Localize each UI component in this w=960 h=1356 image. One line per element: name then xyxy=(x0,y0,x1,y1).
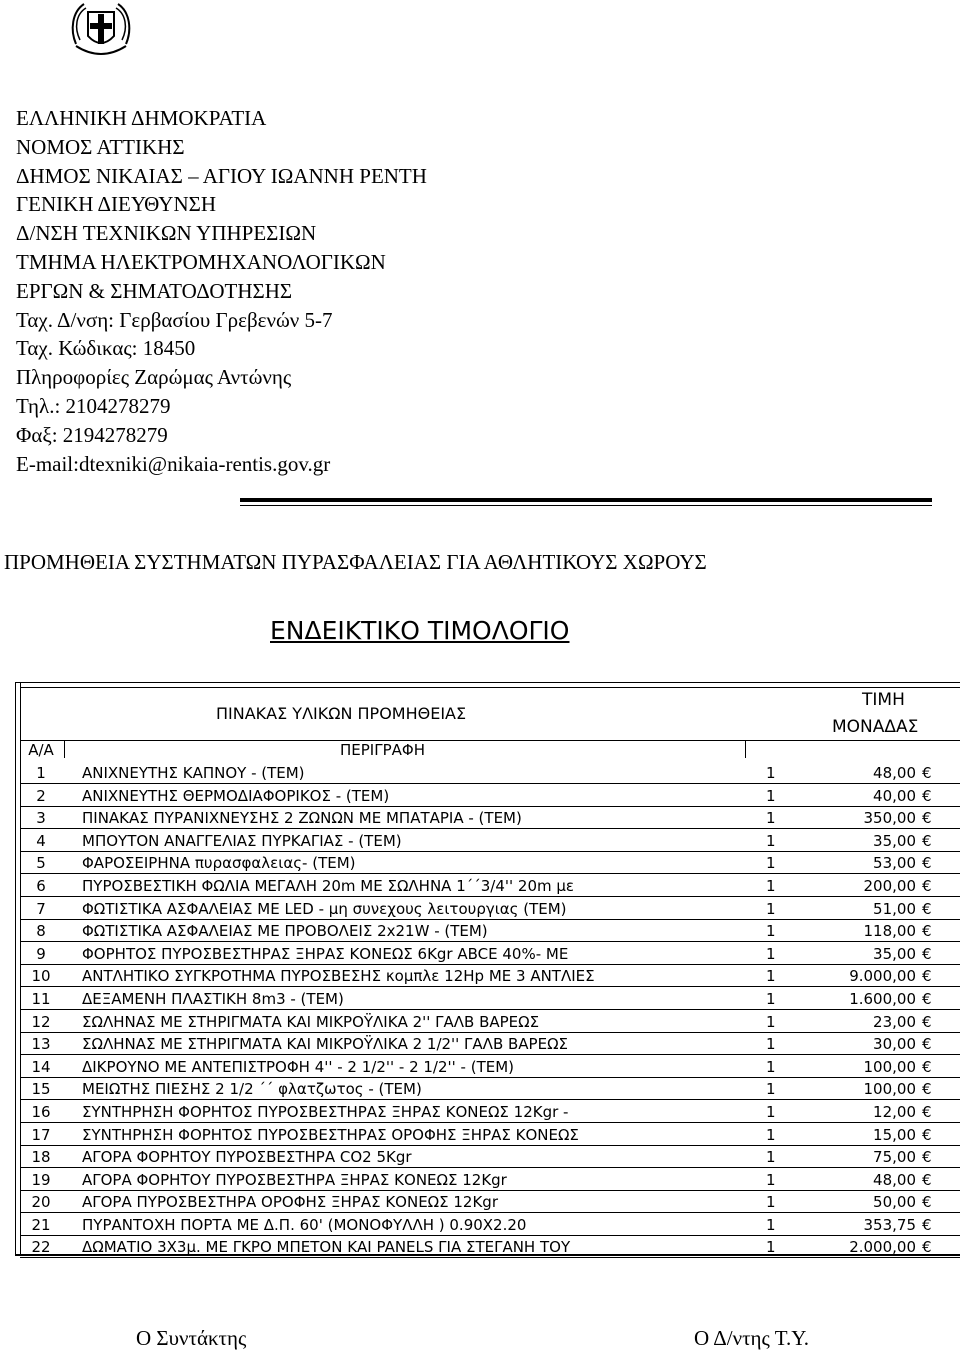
table-row xyxy=(20,1126,960,1149)
row-price: 40,00 xyxy=(873,786,916,805)
row-number: 17 xyxy=(31,1125,51,1144)
row-description xyxy=(82,1171,507,1189)
table-row xyxy=(20,1103,960,1126)
euro-sign: € xyxy=(922,989,932,1008)
table-row xyxy=(20,809,960,832)
header-line: ΓΕΝΙΚΗ ΔΙΕΥΘΥΝΣΗ xyxy=(16,192,217,217)
price-column-header: ΜΟΝΑΔΑΣ xyxy=(832,717,919,737)
row-price: 12,00 xyxy=(873,1102,916,1121)
table-row xyxy=(20,1058,960,1081)
row-description-text: ΦΩΤΙΣΤΙΚΑ ΑΣΦΑΛΕΙΑΣ ΜΕ LED - μη συνεχους λειτουργιας (ΤΕΜ) xyxy=(82,899,567,918)
row-number: 11 xyxy=(31,989,51,1008)
row-description-text: ΑΓΟΡΑ ΠΥΡΟΣΒΕΣΤΗΡΑ ΟΡΟΦΗΣ ΞΗΡΑΣ ΚΟΝΕΩΣ 12Kgr xyxy=(82,1193,498,1212)
row-quantity: 1 xyxy=(766,989,776,1008)
euro-sign: € xyxy=(922,764,932,782)
table-row xyxy=(20,877,960,900)
euro-sign: € xyxy=(922,944,932,963)
row-number: 13 xyxy=(31,1035,51,1054)
row-price: 48,00 xyxy=(873,1170,916,1189)
euro-sign: € xyxy=(922,1080,932,1099)
row-description xyxy=(82,990,344,1008)
table-border-top xyxy=(15,682,960,683)
row-description xyxy=(82,1035,568,1053)
euro-sign: € xyxy=(922,1057,932,1076)
issuer-header xyxy=(16,104,616,478)
row-quantity: 1 xyxy=(766,809,776,828)
header-line: ΝΟΜΟΣ ΑΤΤΙΚΗΣ xyxy=(16,134,185,159)
column-header-aa: Α/Α xyxy=(28,741,54,759)
row-description-text: ΦΩΤΙΣΤΙΚΑ ΑΣΦΑΛΕΙΑΣ ΜΕ ΠΡΟΒΟΛΕΙΣ 2x21W - (ΤΕΜ) xyxy=(82,922,488,941)
table-row xyxy=(20,945,960,968)
row-description-text: ΠΥΡΟΣΒΕΣΤΙΚΗ ΦΩΛΙΑ ΜΕΓΑΛΗ 20m ΜΕ ΣΩΛΗΝΑ 1΄΄3/4'' 20m με xyxy=(82,876,575,895)
euro-sign: € xyxy=(922,1102,932,1121)
row-number: 12 xyxy=(31,1012,51,1031)
row-description-text: ΣΥΝΤΗΡΗΣΗ ΦΟΡΗΤΟΣ ΠΥΡΟΣΒΕΣΤΗΡΑΣ ΞΗΡΑΣ ΚΟΝΕΩΣ 12Kgr - xyxy=(82,1102,569,1121)
euro-sign: € xyxy=(922,967,932,986)
euro-sign: € xyxy=(922,786,932,805)
row-number: 8 xyxy=(36,922,46,941)
row-description-text: ΣΥΝΤΗΡΗΣΗ ΦΟΡΗΤΟΣ ΠΥΡΟΣΒΕΣΤΗΡΑΣ ΟΡΟΦΗΣ ΞΗΡΑΣ ΚΟΝΕΩΣ xyxy=(82,1125,579,1144)
header-line: Τηλ.: 2104278279 xyxy=(16,393,171,418)
table-row xyxy=(20,1238,960,1261)
row-description-text: ΔΕΞΑΜΕΝΗ ΠΛΑΣΤΙΚΗ 8m3 - (ΤΕΜ) xyxy=(82,989,344,1008)
row-description-text: ΑΓΟΡΑ ΦΟΡΗΤΟΥ ΠΥΡΟΣΒΕΣΤΗΡΑ ΞΗΡΑΣ ΚΟΝΕΩΣ 12Kgr xyxy=(82,1170,507,1189)
row-price: 9.000,00 xyxy=(849,967,916,986)
table-row xyxy=(20,1171,960,1194)
table-header-divider xyxy=(20,740,960,741)
header-line: Φαξ: 2194278279 xyxy=(16,422,168,447)
row-description xyxy=(82,967,595,985)
table-row xyxy=(20,1035,960,1058)
row-quantity: 1 xyxy=(766,764,776,782)
table-row xyxy=(20,787,960,810)
header-line: E-mail:dtexniki@nikaia-rentis.gov.gr xyxy=(16,451,331,476)
row-description xyxy=(82,1013,539,1031)
header-line: Ταχ. Δ/νση: Γερβασίου Γρεβενών 5-7 xyxy=(16,307,333,332)
row-description-text: ΦΑΡΟΣΕΙΡΗΝΑ πυρασφαλειας- (ΤΕΜ) xyxy=(82,854,356,873)
row-quantity: 1 xyxy=(766,786,776,805)
row-description xyxy=(82,1126,579,1144)
row-quantity: 1 xyxy=(766,1012,776,1031)
row-description-text: ΠΙΝΑΚΑΣ ΠΥΡΑΝΙΧΝΕΥΣΗΣ 2 ΖΩΝΩΝ ΜΕ ΜΠΑΤΑΡΙΑ - (ΤΕΜ) xyxy=(82,809,522,828)
project-title: ΠΡΟΜΗΘΕΙΑ ΣΥΣΤΗΜΑΤΩΝ ΠΥΡΑΣΦΑΛΕΙΑΣ ΓΙΑ ΑΘΛΗΤΙΚΟΥΣ ΧΩΡΟΥΣ xyxy=(4,550,707,574)
row-price: 100,00 xyxy=(863,1080,916,1099)
row-quantity: 1 xyxy=(766,1080,776,1099)
document-title: ΕΝΔΕΙΚΤΙΚΟ ΤΙΜΟΛΟΓΙΟ xyxy=(270,616,570,645)
row-quantity: 1 xyxy=(766,1215,776,1234)
row-description xyxy=(82,1103,568,1121)
table-header-divider xyxy=(64,740,65,758)
row-number: 9 xyxy=(36,944,46,963)
euro-sign: € xyxy=(922,809,932,828)
euro-sign: € xyxy=(922,876,932,895)
row-quantity: 1 xyxy=(766,1193,776,1212)
row-quantity: 1 xyxy=(766,1035,776,1054)
row-description xyxy=(82,832,402,850)
row-number: 1 xyxy=(36,764,46,782)
row-price: 200,00 xyxy=(863,876,916,895)
row-price: 53,00 xyxy=(873,854,916,873)
euro-sign: € xyxy=(922,831,932,850)
euro-sign: € xyxy=(922,1125,932,1144)
row-price: 23,00 xyxy=(873,1012,916,1031)
header-line: ΕΡΓΩΝ & ΣΗΜΑΤΟΔΟΤΗΣΗΣ xyxy=(16,278,293,303)
row-number: 19 xyxy=(31,1170,51,1189)
euro-sign: € xyxy=(922,922,932,941)
row-description xyxy=(82,854,356,872)
row-description xyxy=(82,1148,412,1166)
row-number: 5 xyxy=(36,854,46,873)
table-row xyxy=(20,900,960,923)
row-number: 2 xyxy=(36,786,46,805)
row-description-text: ΑΝΙΧΝΕΥΤΗΣ ΘΕΡΜΟΔΙΑΦΟΡΙΚΟΣ - (ΤΕΜ) xyxy=(82,786,390,805)
row-price: 75,00 xyxy=(873,1148,916,1167)
row-number: 21 xyxy=(31,1215,51,1234)
row-number: 14 xyxy=(31,1057,51,1076)
row-price: 100,00 xyxy=(863,1057,916,1076)
table-row xyxy=(20,764,960,787)
table-header-divider xyxy=(745,740,746,758)
row-price: 1.600,00 xyxy=(849,989,916,1008)
row-description xyxy=(82,1216,526,1234)
euro-sign: € xyxy=(922,899,932,918)
table-row xyxy=(20,1193,960,1216)
euro-sign: € xyxy=(922,1148,932,1167)
row-description xyxy=(82,1193,498,1211)
coat-of-arms-emblem xyxy=(66,0,136,66)
row-description xyxy=(82,922,488,940)
column-header-description: ΠΕΡΙΓΡΑΦΗ xyxy=(340,741,425,759)
row-description-text: ΜΕΙΩΤΗΣ ΠΙΕΣΗΣ 2 1/2 ΄΄ φλατζωτος - (ΤΕΜ) xyxy=(82,1080,422,1099)
euro-sign: € xyxy=(922,1012,932,1031)
row-quantity: 1 xyxy=(766,1125,776,1144)
row-description xyxy=(82,764,305,782)
row-description xyxy=(82,809,522,827)
price-column-header: ΤΙΜΗ xyxy=(862,690,905,710)
row-quantity: 1 xyxy=(766,1057,776,1076)
header-divider-thick xyxy=(240,498,932,502)
row-number: 15 xyxy=(31,1080,51,1099)
table-body xyxy=(20,764,960,1261)
row-price: 353,75 xyxy=(863,1215,916,1234)
header-line: ΕΛΛΗΝΙΚΗ ΔΗΜΟΚΡΑΤΙΑ xyxy=(16,106,267,130)
row-quantity: 1 xyxy=(766,854,776,873)
table-border-top-inner xyxy=(20,687,960,688)
row-description xyxy=(82,787,389,805)
row-description-text: ΣΩΛΗΝΑΣ ΜΕ ΣΤΗΡΙΓΜΑΤΑ ΚΑΙ ΜΙΚΡΟΫΛΙΚΑ 2 1/2'' ΓΑΛΒ ΒΑΡΕΩΣ xyxy=(82,1035,569,1054)
table-row xyxy=(20,1080,960,1103)
row-number: 6 xyxy=(36,876,46,895)
row-number: 10 xyxy=(31,967,51,986)
row-price: 48,00 xyxy=(873,764,916,782)
euro-sign: € xyxy=(922,1035,932,1054)
row-number: 4 xyxy=(36,831,46,850)
table-row xyxy=(20,967,960,990)
row-quantity: 1 xyxy=(766,944,776,963)
row-quantity: 1 xyxy=(766,876,776,895)
row-number: 3 xyxy=(36,809,46,828)
row-price: 350,00 xyxy=(863,809,916,828)
euro-sign: € xyxy=(922,1170,932,1189)
header-line: Πληροφορίες Ζαρώμας Αντώνης xyxy=(16,365,292,390)
row-number: 7 xyxy=(36,899,46,918)
row-price: 35,00 xyxy=(873,831,916,850)
row-number: 20 xyxy=(31,1193,51,1212)
header-divider-thin xyxy=(240,505,932,506)
row-description xyxy=(82,877,574,895)
row-quantity: 1 xyxy=(766,831,776,850)
table-row xyxy=(20,854,960,877)
table-heading: ΠΙΝΑΚΑΣ ΥΛΙΚΩΝ ΠΡΟΜΗΘΕΙΑΣ xyxy=(216,704,467,723)
table-row xyxy=(20,990,960,1013)
row-description-text: ΔΙΚΡΟΥΝΟ ΜΕ ΑΝΤΕΠΙΣΤΡΟΦΗ 4'' - 2 1/2'' - 2 1/2'' - (ΤΕΜ) xyxy=(82,1057,515,1076)
row-quantity: 1 xyxy=(766,899,776,918)
row-description-text: ΑΝΤΛΗΤΙΚΟ ΣΥΓΚΡΟΤΗΜΑ ΠΥΡΟΣΒΕΣΗΣ κομπλε 12Hp ΜΕ 3 ΑΝΤΛΙΕΣ xyxy=(82,967,595,986)
row-quantity: 1 xyxy=(766,922,776,941)
euro-sign: € xyxy=(922,1215,932,1234)
table-row xyxy=(20,1148,960,1171)
row-description-text: ΑΝΙΧΝΕΥΤΗΣ ΚΑΠΝΟΥ - (ΤΕΜ) xyxy=(82,764,305,782)
row-price: 30,00 xyxy=(873,1035,916,1054)
euro-sign: € xyxy=(922,1238,932,1257)
header-line: Δ/ΝΣΗ ΤΕΧΝΙΚΩΝ ΥΠΗΡΕΣΙΩΝ xyxy=(16,221,317,246)
euro-sign: € xyxy=(922,1193,932,1212)
header-line: Ταχ. Κώδικας: 18450 xyxy=(16,336,196,361)
table-row xyxy=(20,1216,960,1239)
table-row xyxy=(20,922,960,945)
row-quantity: 1 xyxy=(766,1238,776,1257)
row-quantity: 1 xyxy=(766,1148,776,1167)
row-description-text: ΦΟΡΗΤΟΣ ΠΥΡΟΣΒΕΣΤΗΡΑΣ ΞΗΡΑΣ ΚΟΝΕΩΣ 6Kgr ABCE 40%- ΜΕ xyxy=(82,944,569,963)
row-description xyxy=(82,900,567,918)
row-number: 18 xyxy=(31,1148,51,1167)
row-description xyxy=(82,1058,514,1076)
row-quantity: 1 xyxy=(766,1102,776,1121)
row-number: 22 xyxy=(31,1238,51,1257)
table-row xyxy=(20,1013,960,1036)
row-number: 16 xyxy=(31,1102,51,1121)
header-line: ΤΜΗΜΑ ΗΛΕΚΤΡΟΜΗΧΑΝΟΛΟΓΙΚΩΝ xyxy=(16,249,386,274)
table-row xyxy=(20,832,960,855)
row-description xyxy=(82,945,568,963)
header-line: ΔΗΜΟΣ ΝΙΚΑΙΑΣ – ΑΓΙΟΥ ΙΩΑΝΝΗ ΡΕΝΤΗ xyxy=(16,163,427,188)
row-description-text: ΔΩΜΑΤΙΟ 3Χ3μ. ΜΕ ΓΚΡΟ ΜΠΕΤΟΝ ΚΑΙ PANELS ΓΙΑ ΣΤΕΓΑΝΗ ΤΟΥ xyxy=(82,1238,571,1257)
signature-author: Ο Συντάκτης xyxy=(136,1326,247,1350)
row-description-text: ΑΓΟΡΑ ΦΟΡΗΤΟΥ ΠΥΡΟΣΒΕΣΤΗΡΑ CO2 5Kgr xyxy=(82,1148,412,1167)
row-price: 35,00 xyxy=(873,944,916,963)
row-description-text: ΜΠΟΥΤΟΝ ΑΝΑΓΓΕΛΙΑΣ ΠΥΡΚΑΓΙΑΣ - (ΤΕΜ) xyxy=(82,831,402,850)
row-price: 50,00 xyxy=(873,1193,916,1212)
row-description-text: ΠΥΡΑΝΤΟΧΗ ΠΟΡΤΑ ΜΕ Δ.Π. 60' (ΜΟΝΟΦΥΛΛΗ ) 0.90Χ2.20 xyxy=(82,1215,527,1234)
signature-director: Ο Δ/ντης Τ.Υ. xyxy=(694,1326,810,1350)
row-price: 118,00 xyxy=(863,922,916,941)
row-price: 2.000,00 xyxy=(849,1238,916,1257)
row-description xyxy=(82,1080,422,1098)
row-price: 51,00 xyxy=(873,899,916,918)
row-quantity: 1 xyxy=(766,967,776,986)
row-description xyxy=(82,1238,570,1256)
row-price: 15,00 xyxy=(873,1125,916,1144)
row-quantity: 1 xyxy=(766,1170,776,1189)
euro-sign: € xyxy=(922,854,932,873)
row-description-text: ΣΩΛΗΝΑΣ ΜΕ ΣΤΗΡΙΓΜΑΤΑ ΚΑΙ ΜΙΚΡΟΫΛΙΚΑ 2'' ΓΑΛΒ ΒΑΡΕΩΣ xyxy=(82,1012,540,1031)
table-border-left xyxy=(15,683,16,1255)
